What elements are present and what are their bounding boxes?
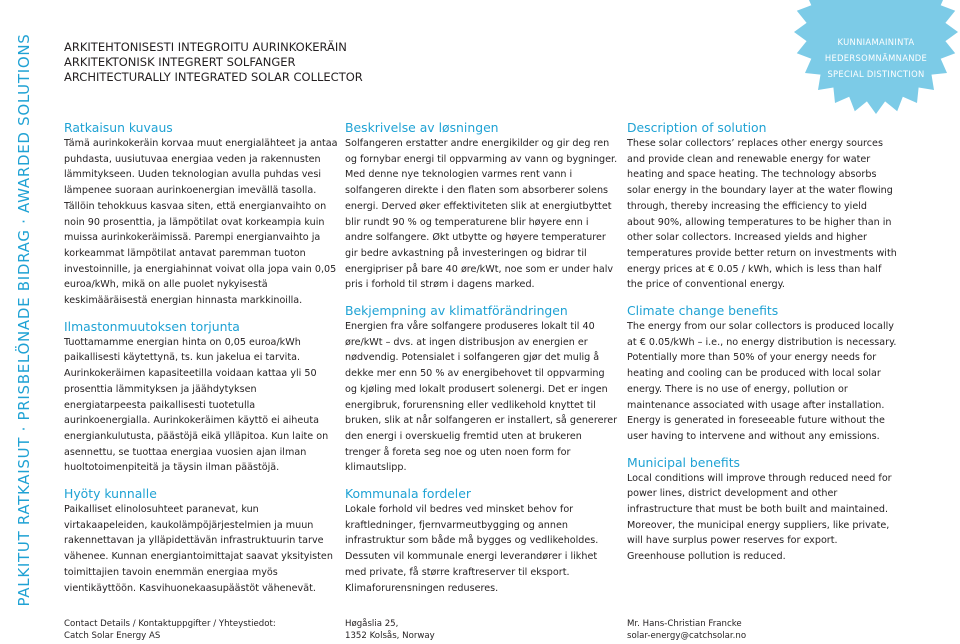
badge-line-en: SPECIAL DISTINCTION <box>827 69 925 79</box>
no-climate-text: Energien fra våre solfangere produseres lokalt til 40 øre/kWt – dvs. at ingen distribusjon av energien er nødvendig. Potensialet i solfangeren gjør det mulig å dekke mer enn 50 % av energibehovet til oppvarming og kjøling med lokalt produsert solenergi. Det er ingen energibruk, forurensning eller vedlikehold knyttet til bruken, slik at når solfangeren er installert, så genererer den energi i overskuelig fremtid uten at brukeren trenger å foreta seg noe og uten noen form for klimautslipp. <box>345 321 618 474</box>
en-climate-heading: Climate change benefits <box>627 303 779 319</box>
company-name: Catch Solar Energy AS <box>64 631 161 641</box>
address-line-2: 1352 Kolsås, Norway <box>345 631 435 641</box>
badge-line-fi: KUNNIAMAININTA <box>837 37 915 47</box>
badge-text <box>792 34 960 82</box>
column-norwegian <box>345 119 619 605</box>
footer-address <box>345 618 435 642</box>
contact-person: Mr. Hans-Christian Francke <box>627 619 742 629</box>
footer-contact <box>64 618 276 642</box>
footer-person <box>627 618 746 642</box>
project-titles <box>64 40 363 85</box>
en-municipal-text: Local conditions will improve through reduced need for power lines, district development and other infrastructure that must be both built and maintained. Moreover, the municipal energy suppliers, like private, will have surplus power reserves for export. Greenhouse pollution is reduced. <box>627 472 892 563</box>
no-climate-heading: Bekjempning av klimatförändringen <box>345 303 568 319</box>
fi-climate-text: Tuottamamme energian hinta on 0,05 euroa/kWh paikallisesti käytettynä, ts. kun jakelua ei tarvita. Aurinkokeräimen kapasiteetilla voidaan kattaa yli 50 prosenttia lämmityksen ja jäähdytyksen energiatarpeesta paikallisesti tuotetulla aurinkoenergialla. Aurinkokeräimen käyttö ei aiheuta energiankulutusta, päästöjä eikä ylläpitoa. Kun laite on asennettu, se tuottaa energiaa vuosien ajan ilman huoltotoimenpiteitä ja täysin ilman päästöjä. <box>64 336 329 474</box>
no-municipal-heading: Kommunala fordeler <box>345 486 471 502</box>
sidebar-label: PALKITUT RATKAISUT · PRISBELÖNADE BIDRAG · AWARDED SOLUTIONS <box>15 33 33 607</box>
badge-line-sv: HEDERSOMNÄMNANDE <box>824 53 928 63</box>
fi-municipal-text: Paikalliset elinolosuhteet paranevat, kun virtakaapeleiden, kaukolämpöjärjestelmien ja muun rakennettavan ja ylläpidettävän infrastruktuurin tarve vähenee. Kunnan energiantoimittajat saavat yksityisten toimittajien tavoin enemmän energiaa myös vientikäyttöön. Kasvihuonekaasupäästöt vähenevät. <box>64 504 333 594</box>
column-finnish <box>64 119 338 605</box>
fi-description-heading: Ratkaisun kuvaus <box>64 120 173 135</box>
special-distinction-badge <box>792 0 960 112</box>
fi-climate-heading: Ilmastonmuutoksen torjunta <box>64 318 240 334</box>
en-municipal-heading: Municipal benefits <box>627 454 741 470</box>
title-english: ARCHITECTURALLY INTEGRATED SOLAR COLLECTOR <box>64 70 363 84</box>
en-description-heading: Description of solution <box>627 120 767 135</box>
contact-email[interactable]: solar-energy@catchsolar.no <box>627 631 747 641</box>
en-description-text: These solar collectors’ replaces other energy sources and provide clean and renewable energy for water heating and space heating. The technology absorbs solar energy in the boundary layer at the water flowing through, thereby increasing the efficiency to yield about 90%, allowing temperatures to be higher than in other solar collectors. Increased yields and higher temperatures provide better return on investments with energy prices at € 0.05 / kWh, which is less than half the price of conventional energy. <box>627 138 897 291</box>
column-english <box>627 119 897 574</box>
fi-description-text: Tämä aurinkokeräin korvaa muut energialähteet ja antaa puhdasta, uusiutuvaa energiaa veden ja rakennusten lämmitykseen. Uuden teknologian avulla puhdas vesi lämpenee suoraan aurinkoenergian imevällä tasolla. Tällöin tehokkuus kasvaa siten, että energianvaihto on noin 90 prosenttia, ja lämpötilat ovat korkeampia kuin muissa aurinkokeräimissä. Parempi energianvaihto ja korkeammat lämpötilat antavat paremman tuoton investoinnille, ja energiahinnat voivat olla jopa vain 0,05 euroa/kWh, mikä on alle puolet nykyisestä keskimääräisestä energian hinnasta markkinoilla. <box>64 138 338 307</box>
fi-municipal-heading: Hyöty kunnalle <box>64 486 157 502</box>
no-description-text: Solfangeren erstatter andre energikilder og gir deg ren og fornybar energi til oppvarming av vann og bygninger. Med denne nye teknologien varmes rent vann i solfangeren direkte i den flaten som absorberer solens energi. Derved øker effektiviteten slik at energiutbyttet blir rundt 90 % og temperaturene blir høyere enn i andre solfangere. Økt utbytte og høyere temperaturer gir bedre avkastning på investeringen og bidrar til energipriser på bare 40 øre/kWt, noe som er under halv pris i forhold til strøm i dagens marked. <box>345 138 618 291</box>
no-municipal-text: Lokale forhold vil bedres ved minsket behov for kraftledninger, fjernvarmeutbygging og annen infrastruktur som både må bygges og vedlikeholdes. Dessuten vil kommunale energi leverandører i likhet med private, få større kraftreserver til eksport. Klimaforurensningen reduseres. <box>345 504 599 594</box>
title-norwegian: ARKITEKTONISK INTEGRERT SOLFANGER <box>64 55 296 69</box>
en-climate-text: The energy from our solar collectors is produced locally at € 0.05/kWh – i.e., no energy distribution is necessary. Potentially more than 50% of your energy needs for heating and cooling can be produced with local solar energy. There is no use of energy, pollution or maintenance associated with usage after installation. Energy is generated in foreseeable future without the user having to intervene and without any emissions. <box>627 321 897 442</box>
no-description-heading: Beskrivelse av løsningen <box>345 120 499 135</box>
title-finnish: ARKITEHTONISESTI INTEGROITU AURINKOKERÄIN <box>64 40 347 54</box>
contact-label: Contact Details / Kontaktuppgifter / Yhteystiedot: <box>64 619 276 629</box>
address-line-1: Høgåslia 25, <box>345 619 399 629</box>
vertical-sidebar <box>0 0 48 644</box>
